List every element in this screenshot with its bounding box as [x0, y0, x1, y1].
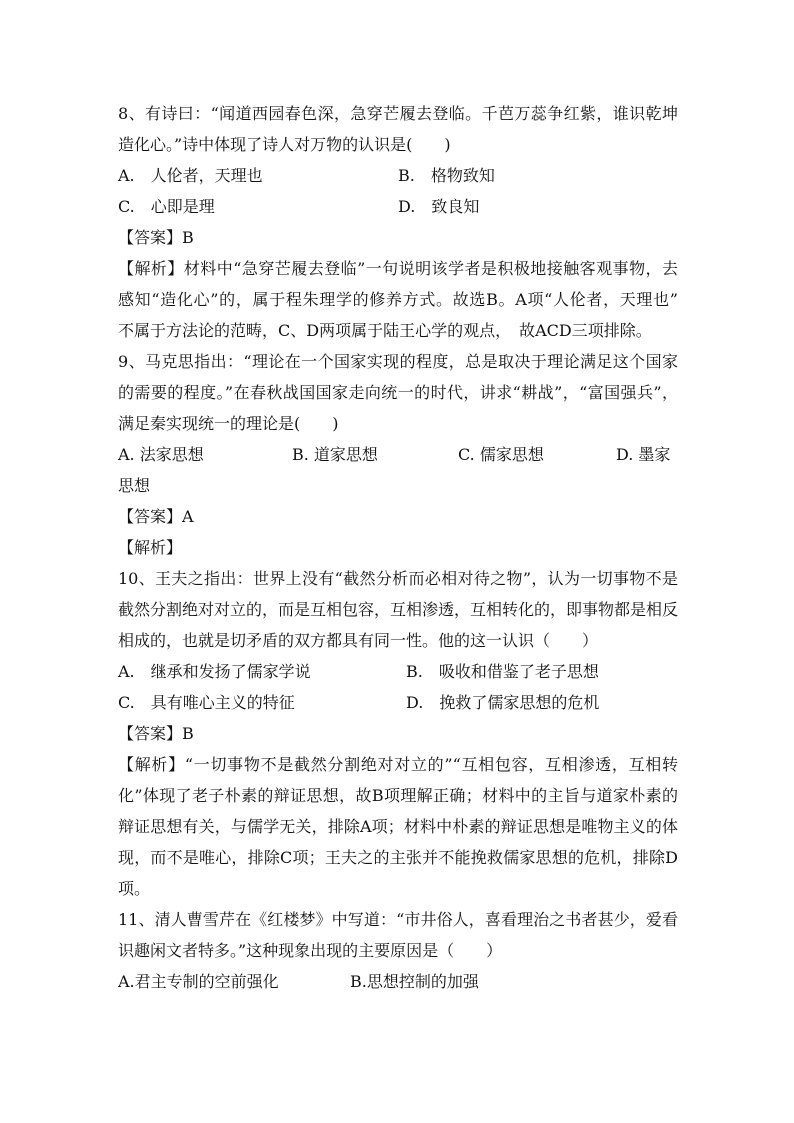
q9-option-d-wrap: 思想 — [118, 476, 151, 495]
q9-stem-line: 的需要的程度。”在春秋战国国家走向统一的时代，讲求“耕战”，“富国强兵”， — [118, 383, 678, 402]
q10-options-row — [118, 687, 678, 718]
q10-analysis-line: 【解析】“一切事物不是截然分割绝对对立的”“互相包容，互相渗透，互相转 — [118, 755, 678, 774]
q8-option-c: C. 心即是理 — [118, 197, 215, 216]
q10-analysis-line: 项。 — [118, 879, 151, 898]
q9-option-c: C. 儒家思想 — [458, 445, 544, 464]
q9-stem-line: 满足秦实现统一的理论是( ) — [118, 414, 339, 433]
q8-options-row — [118, 191, 678, 222]
q8-stem-line: 造化心。”诗中体现了诗人对万物的认识是( ) — [118, 135, 451, 154]
q10-options-row — [118, 656, 678, 687]
q9-option-d: D. 墨家 — [616, 445, 671, 464]
q11-stem-line: 11、清人曹雪芹在《红楼梦》中写道：“市井俗人，喜看理治之书者甚少，爱看 — [118, 910, 678, 929]
q10-option-a: A. 继承和发扬了儒家学说 — [118, 662, 311, 681]
q8-options-row — [118, 160, 678, 191]
q11-option-a: A.君主专制的空前强化 — [118, 972, 279, 991]
q11-stem-line: 识趣闲文者特多。”这种现象出现的主要原因是（ ） — [118, 941, 503, 960]
q8-analysis-line: 【解析】材料中“急穿芒履去登临”一句说明该学者是积极地接触客观事物，去 — [118, 259, 678, 278]
q8-option-a: A. 人伦者，天理也 — [118, 166, 263, 185]
q10-stem-line: 截然分割绝对对立的，而是互相包容，互相渗透，互相转化的，即事物都是相反 — [118, 600, 679, 619]
q9-option-b: B. 道家思想 — [292, 445, 378, 464]
q10-option-c: C. 具有唯心主义的特征 — [118, 693, 295, 712]
q8-option-d: D. 致良知 — [398, 197, 480, 216]
q11-options-row — [118, 966, 678, 997]
q8-analysis-line: 不属于方法论的范畴，C、D两项属于陆王心学的观点， 故ACD三项排除。 — [118, 321, 652, 340]
q9-options-row — [118, 439, 678, 470]
q10-stem-line: 相成的，也就是切矛盾的双方都具有同一性。他的这一认识（ ） — [118, 631, 599, 650]
q9-option-a: A. 法家思想 — [118, 445, 204, 464]
q10-answer: 【答案】B — [118, 724, 194, 743]
q10-analysis-line: 辩证思想有关，与儒学无关，排除A项；材料中朴素的辩证思想是唯物主义的体 — [118, 817, 678, 836]
q9-answer: 【答案】A — [118, 507, 194, 526]
q10-stem-line: 10、王夫之指出：世界上没有“截然分析而必相对待之物”，认为一切事物不是 — [118, 569, 678, 588]
q8-option-b: B. 格物致知 — [398, 166, 495, 185]
q10-analysis-line: 现，而不是唯心，排除C项；王夫之的主张并不能挽救儒家思想的危机，排除D — [118, 848, 678, 867]
q8-answer: 【答案】B — [118, 228, 194, 247]
document-page — [118, 98, 678, 997]
q9-stem-line: 9、马克思指出：“理论在一个国家实现的程度，总是取决于理论满足这个国家 — [118, 352, 678, 371]
q8-stem-line: 8、有诗曰：“闻道西园春色深，急穿芒履去登临。千芭万蕊争红紫，谁识乾坤 — [118, 104, 678, 123]
q10-option-b: B. 吸收和借鉴了老子思想 — [406, 662, 599, 681]
q11-option-b: B.思想控制的加强 — [350, 972, 479, 991]
q9-analysis: 【解析】 — [118, 538, 183, 557]
q8-analysis-line: 感知“造化心”的，属于程朱理学的修养方式。故选B。A项“人伦者，天理也” — [118, 290, 678, 309]
q10-analysis-line: 化”体现了老子朴素的辩证思想，故B项理解正确；材料中的主旨与道家朴素的 — [118, 786, 678, 805]
q10-option-d: D. 挽救了儒家思想的危机 — [406, 693, 600, 712]
